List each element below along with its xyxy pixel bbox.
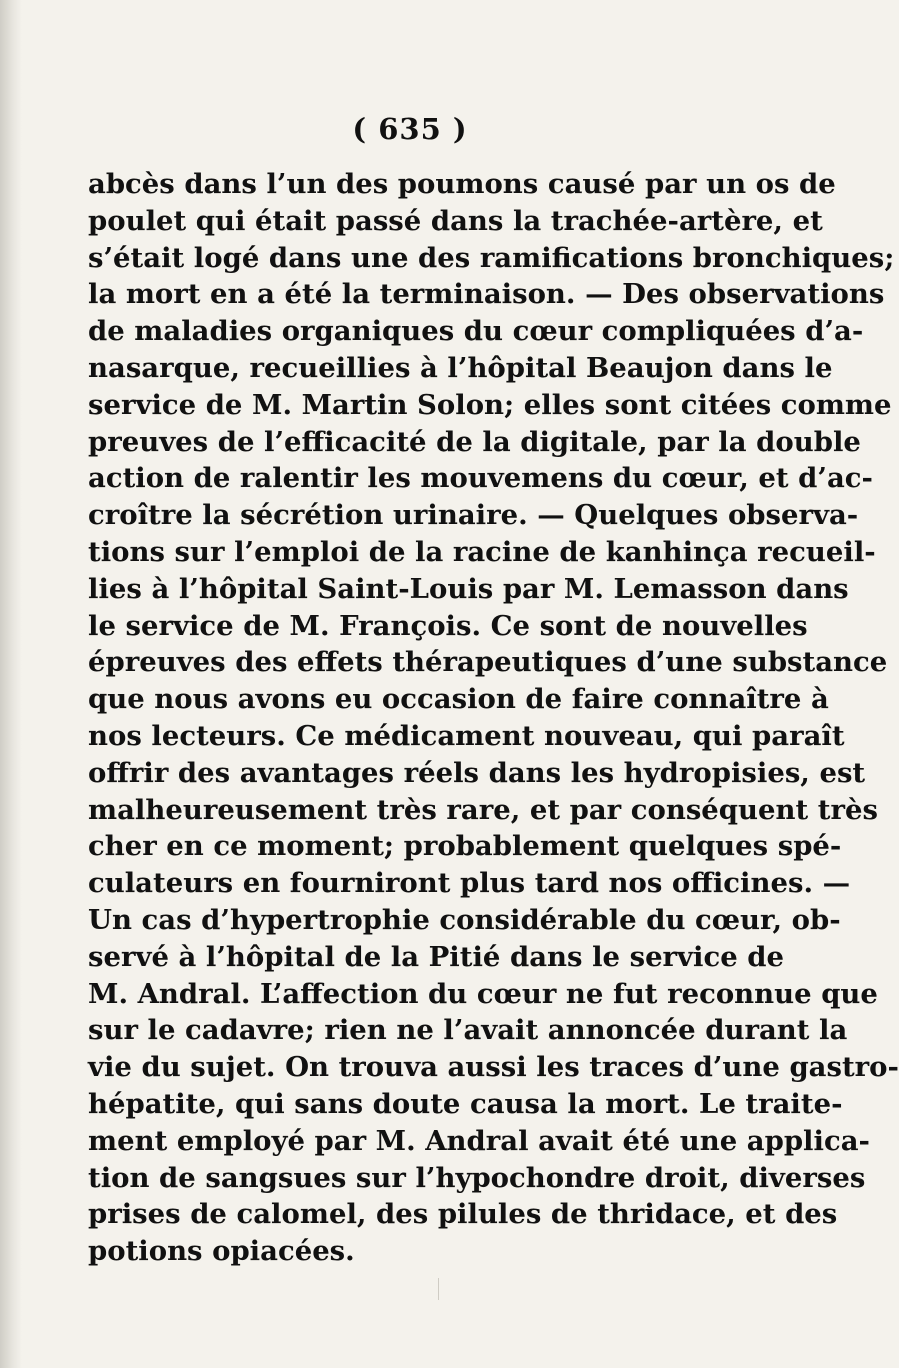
text-line: lies à l’hôpital Saint-Louis par M. Lemasson dans (88, 572, 849, 605)
text-line: ment employé par M. Andral avait été une applica- (88, 1124, 870, 1157)
text-line: servé à l’hôpital de la Pitié dans le service de (88, 940, 785, 973)
text-line: culateurs en fourniront plus tard nos officines. — (88, 867, 851, 900)
text-line: cher en ce moment; probablement quelques spé- (88, 830, 842, 863)
text-line: malheureusement très rare, et par conséquent très (88, 793, 878, 826)
text-line: potions opiacées. (88, 1235, 355, 1268)
text-line: le service de M. François. Ce sont de nouvelles (88, 609, 808, 642)
text-line: action de ralentir les mouvemens du cœur, et d’ac- (88, 462, 873, 495)
page-number: ( 635 ) (352, 112, 468, 146)
text-line: s’était logé dans une des ramifications bronchiques; (88, 241, 895, 274)
text-line: Un cas d’hypertrophie considérable du cœur, ob- (88, 903, 841, 936)
text-line: offrir des avantages réels dans les hydropisies, est (88, 756, 866, 789)
text-line: poulet qui était passé dans la trachée-artère, et (88, 204, 823, 237)
text-line: épreuves des effets thérapeutiques d’une substance (88, 646, 888, 679)
text-line: hépatite, qui sans doute causa la mort. Le traite- (88, 1087, 843, 1120)
text-line: sur le cadavre; rien ne l’avait annoncée durant la (88, 1014, 848, 1047)
text-line: nasarque, recueillies à l’hôpital Beaujon dans le (88, 351, 833, 384)
text-line: tion de sangsues sur l’hypochondre droit, diverses (88, 1161, 866, 1194)
text-line: abcès dans l’un des poumons causé par un os de (88, 168, 836, 200)
text-line: de maladies organiques du cœur compliquées d’a- (88, 315, 864, 348)
text-line: que nous avons eu occasion de faire connaître à (88, 683, 829, 716)
text-line: preuves de l’efficacité de la digitale, par la double (88, 425, 861, 458)
text-line: vie du sujet. On trouva aussi les traces d’une gastro- (88, 1051, 899, 1084)
text-line: M. Andral. L’affection du cœur ne fut reconnue que (88, 977, 878, 1010)
text-line: croître la sécrétion urinaire. — Quelques observa- (88, 499, 859, 532)
body-text (88, 166, 899, 1270)
paper-mark (438, 1278, 439, 1300)
text-line: prises de calomel, des pilules de thridace, et des (88, 1198, 838, 1231)
text-line: la mort en a été la terminaison. — Des observations (88, 278, 885, 311)
text-line: service de M. Martin Solon; elles sont citées comme (88, 388, 892, 421)
text-line: nos lecteurs. Ce médicament nouveau, qui paraît (88, 719, 845, 752)
text-line: tions sur l’emploi de la racine de kanhinça recueil- (88, 535, 876, 568)
